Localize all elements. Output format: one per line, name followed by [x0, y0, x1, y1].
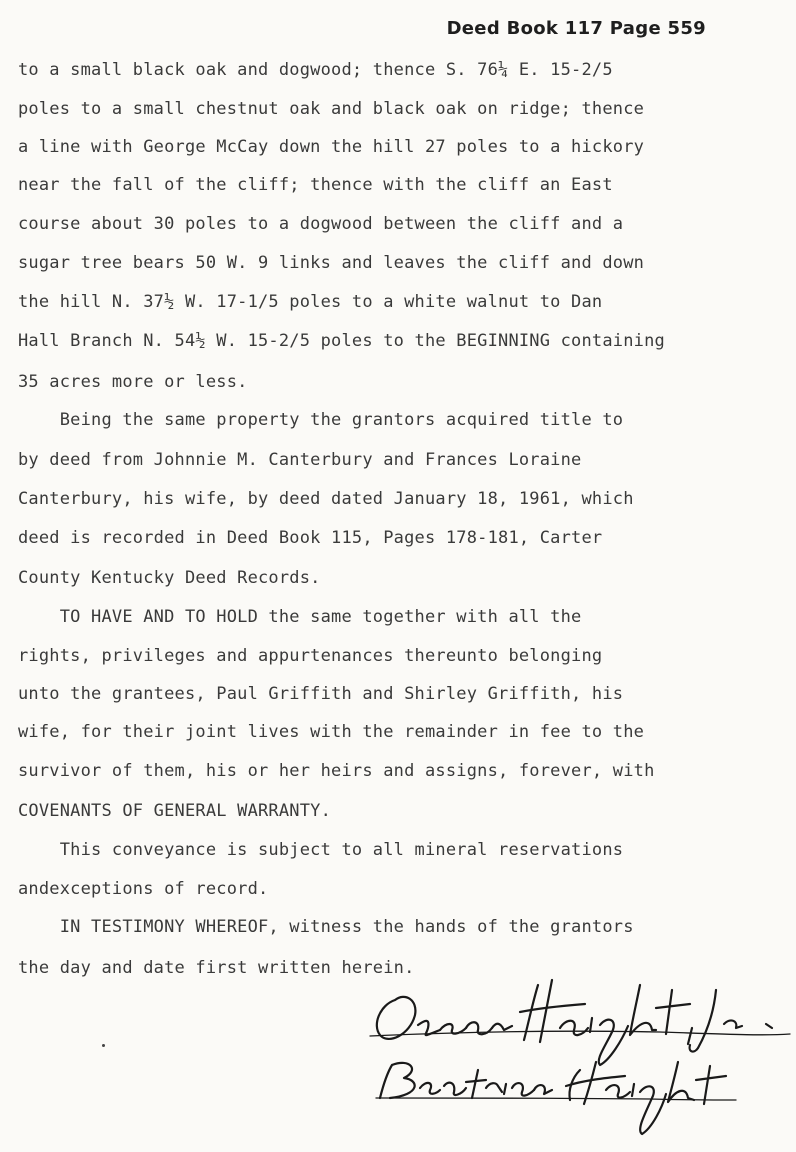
- text-line: This conveyance is subject to all mineral reservations: [18, 840, 624, 860]
- text-line: by deed from Johnnie M. Canterbury and Frances Loraine: [18, 450, 582, 470]
- signature-beatrice-haight: [376, 1062, 736, 1134]
- text-line: poles to a small chestnut oak and black oak on ridge; thence: [18, 99, 645, 119]
- text-line: TO HAVE AND TO HOLD the same together with all the: [18, 607, 582, 627]
- text-line: survivor of them, his or her heirs and assigns, forever, with: [18, 761, 655, 781]
- text-line: IN TESTIMONY WHEREOF, witness the hands of the grantors: [18, 917, 634, 937]
- text-line: andexceptions of record.: [18, 879, 269, 899]
- text-line: wife, for their joint lives with the remainder in fee to the: [18, 722, 645, 742]
- text-line: Being the same property the grantors acquired title to: [18, 410, 624, 430]
- signature-oscar-haight: [370, 980, 790, 1065]
- text-line: to a small black oak and dogwood; thence S. 76¼ E. 15-2/5: [18, 60, 613, 80]
- text-line: a line with George McCay down the hill 27 poles to a hickory: [18, 137, 645, 157]
- text-line: the hill N. 37½ W. 17-1/5 poles to a white walnut to Dan: [18, 292, 603, 312]
- text-line: Canterbury, his wife, by deed dated January 18, 1961, which: [18, 489, 634, 509]
- text-line: 35 acres more or less.: [18, 372, 248, 392]
- text-line: course about 30 poles to a dogwood between the cliff and a: [18, 214, 624, 234]
- text-line: the day and date first written herein.: [18, 958, 415, 978]
- text-line: near the fall of the cliff; thence with the cliff an East: [18, 175, 613, 195]
- text-line: deed is recorded in Deed Book 115, Pages 178-181, Carter: [18, 528, 603, 548]
- text-line: rights, privileges and appurtenances thereunto belonging: [18, 646, 603, 666]
- text-line: COVENANTS OF GENERAL WARRANTY.: [18, 801, 332, 821]
- text-line: Hall Branch N. 54½ W. 15-2/5 poles to the BEGINNING containing: [18, 331, 665, 351]
- text-line: County Kentucky Deed Records.: [18, 568, 321, 588]
- text-line: sugar tree bears 50 W. 9 links and leaves the cliff and down: [18, 253, 645, 273]
- text-line: unto the grantees, Paul Griffith and Shirley Griffith, his: [18, 684, 624, 704]
- page-header: Deed Book 117 Page 559: [446, 18, 706, 39]
